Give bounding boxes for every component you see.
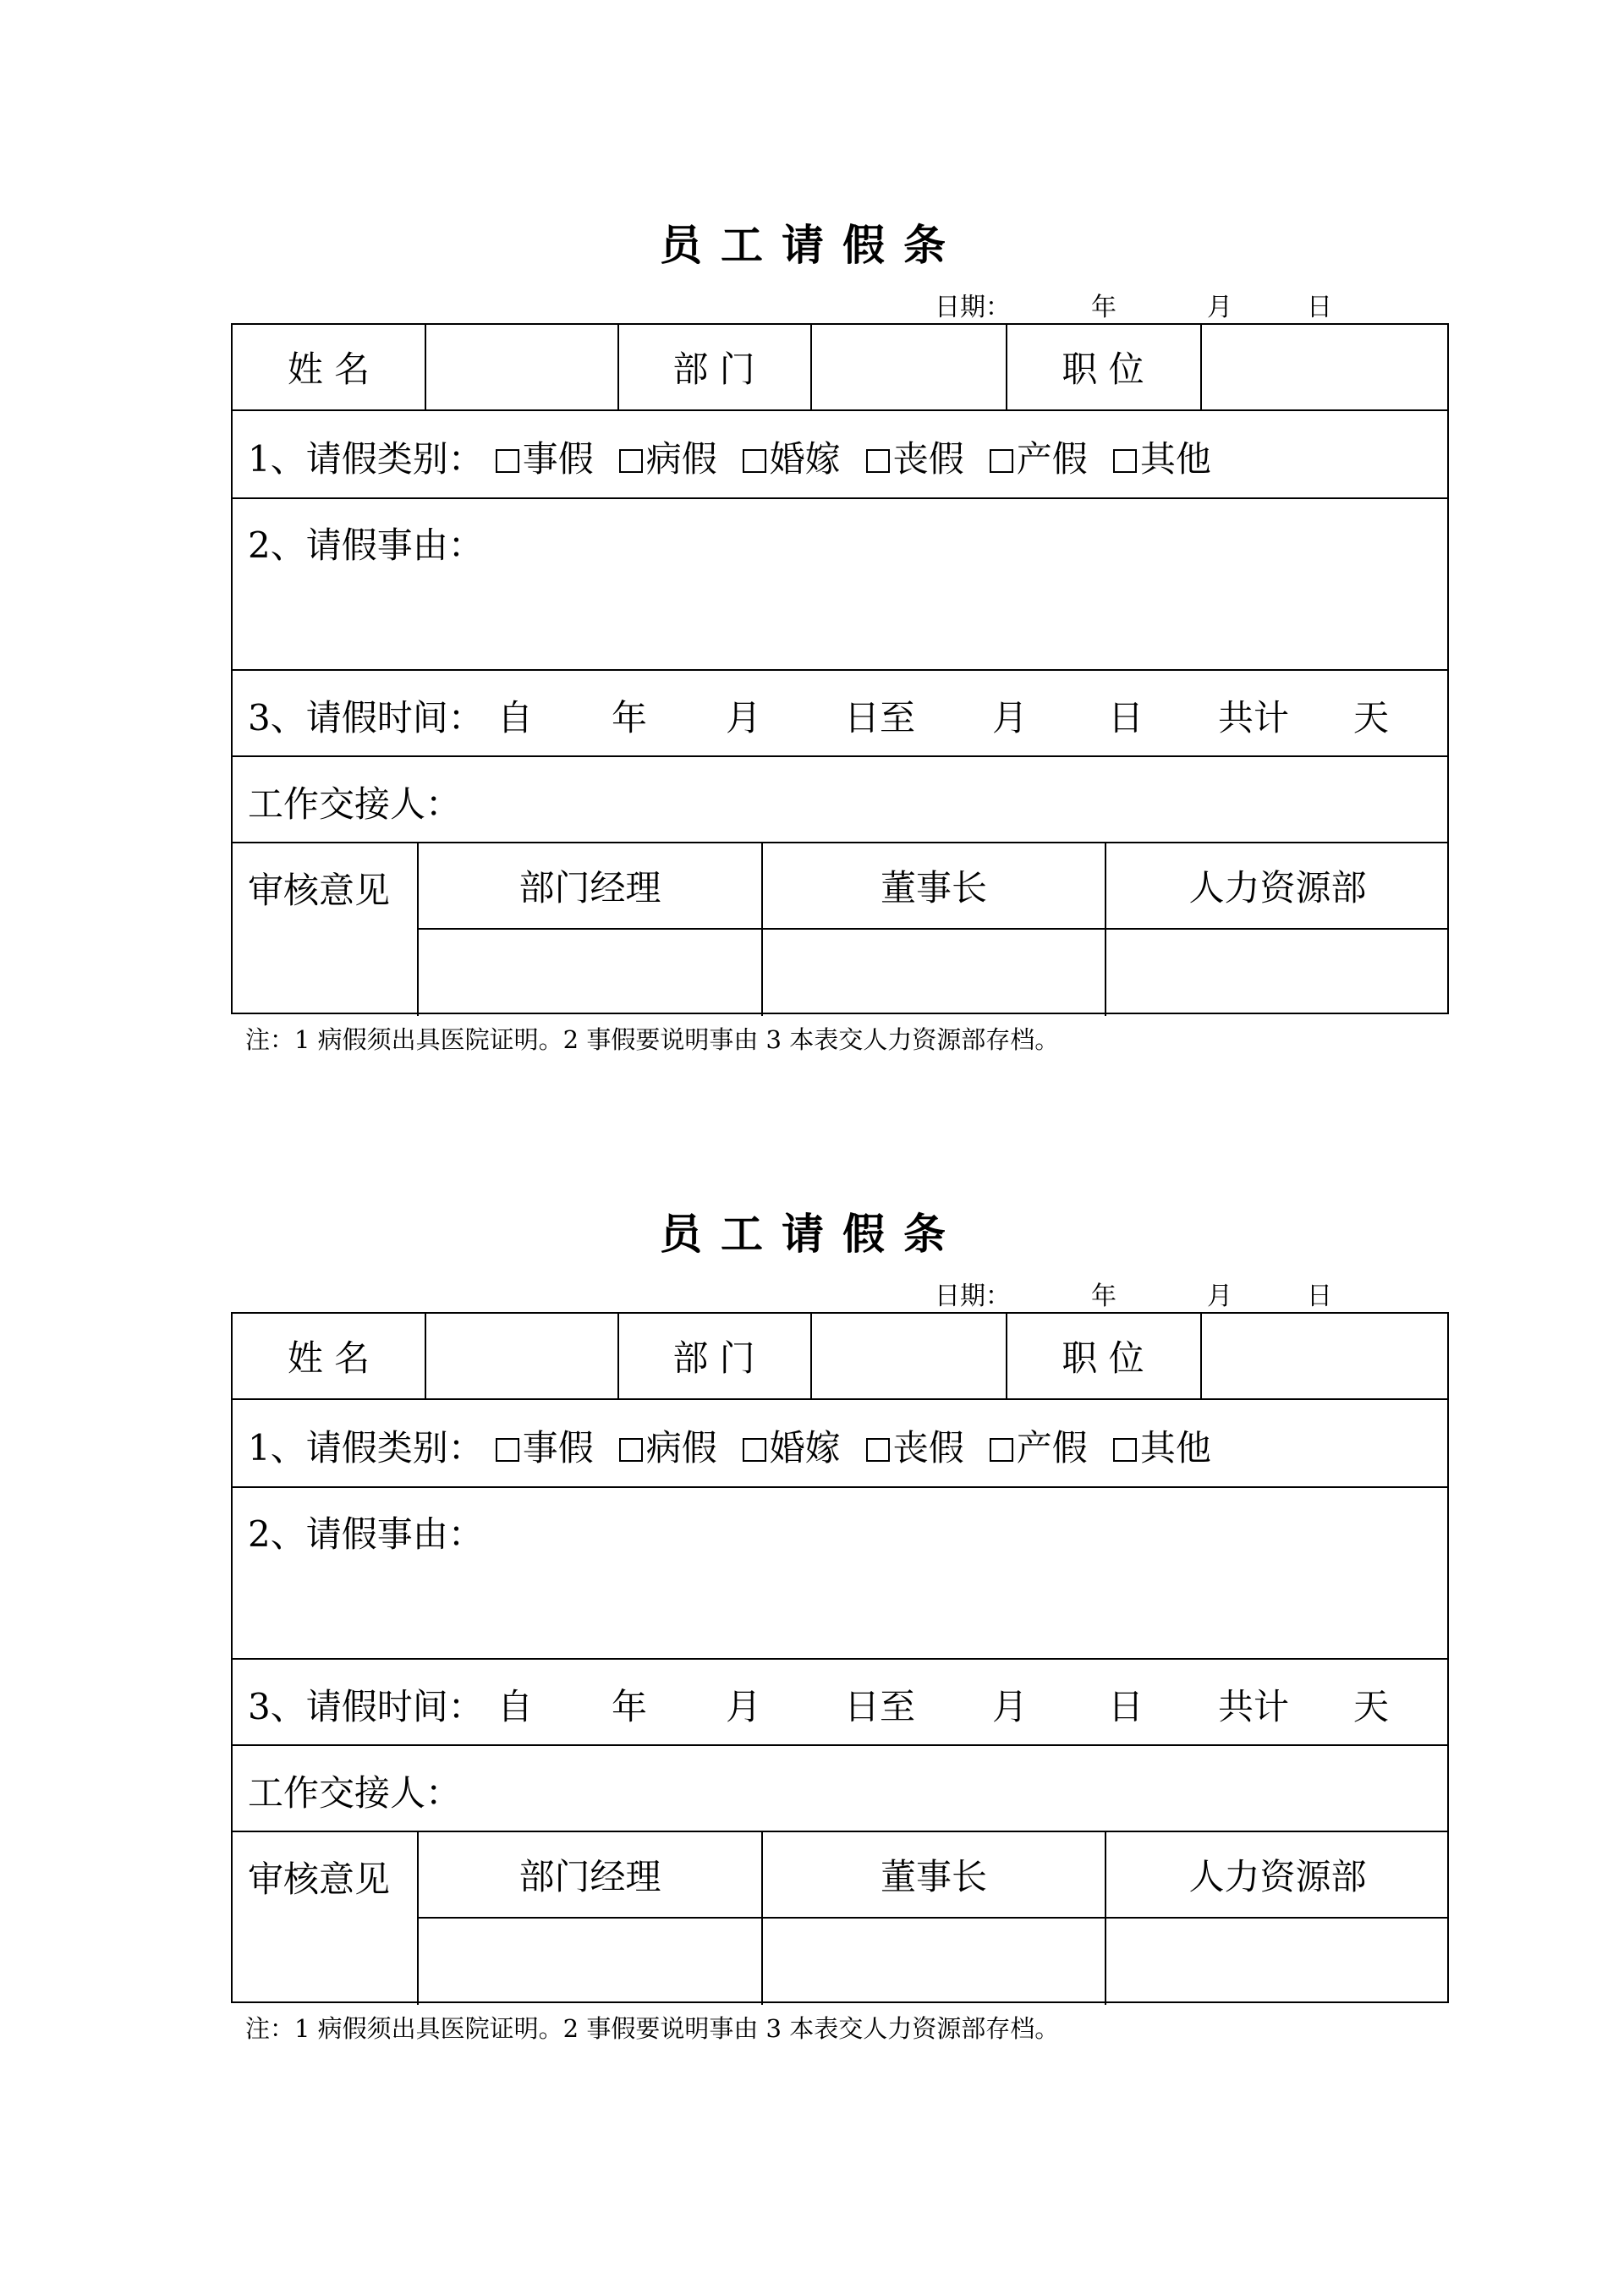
time-from: 自	[497, 697, 534, 738]
date-day: 日	[1307, 1282, 1332, 1311]
option-label: 产假	[1016, 438, 1088, 480]
leave-type-row	[248, 431, 1211, 482]
position-input[interactable]	[1202, 1314, 1447, 1398]
time-day-to: 日至	[844, 697, 916, 738]
reason-label: 2、请假事由：	[248, 1513, 484, 1555]
checkbox-shijia[interactable]	[496, 1438, 519, 1462]
leave-type-label: 1、请假类别：	[248, 438, 484, 480]
time-total: 共计	[1218, 697, 1290, 738]
approval-col-hr: 人力资源部	[1188, 867, 1367, 909]
dept-label: 部 门	[672, 1337, 755, 1379]
option-label: 病假	[645, 1427, 717, 1469]
option-label: 婚嫁	[769, 438, 841, 480]
date-year: 年	[1091, 293, 1116, 322]
time-month2: 月	[992, 697, 1029, 738]
dept-label: 部 门	[672, 349, 755, 390]
date-month: 月	[1207, 293, 1232, 322]
date-day: 日	[1307, 293, 1332, 322]
time-month2: 月	[992, 1686, 1029, 1727]
form-title: 员工请假条	[660, 220, 964, 270]
date-year: 年	[1091, 1282, 1116, 1311]
option-label: 产假	[1016, 1427, 1088, 1469]
handover-label: 工作交接人：	[248, 1772, 462, 1814]
checkbox-qita[interactable]	[1113, 449, 1137, 473]
option-label: 病假	[645, 438, 717, 480]
form-title: 员工请假条	[660, 1209, 964, 1259]
reason-label: 2、请假事由：	[248, 524, 484, 566]
option-label: 其他	[1139, 1427, 1211, 1469]
checkbox-hunjia[interactable]	[743, 1438, 766, 1462]
name-input[interactable]	[426, 325, 617, 409]
approval-col-hr: 人力资源部	[1188, 1856, 1367, 1897]
time-total: 共计	[1218, 1686, 1290, 1727]
leave-type-label: 1、请假类别：	[248, 1427, 484, 1469]
chairman-sign[interactable]	[763, 1919, 1105, 2003]
time-label: 3、请假时间：	[248, 697, 484, 738]
approval-label: 审核意见	[248, 870, 391, 911]
time-month: 月	[726, 697, 762, 738]
checkbox-sangjia[interactable]	[866, 449, 890, 473]
name-label: 姓 名	[287, 1337, 370, 1379]
time-month: 月	[726, 1686, 762, 1727]
time-day2: 日	[1108, 1686, 1144, 1727]
name-label: 姓 名	[287, 349, 370, 390]
leave-table	[231, 1312, 1449, 2003]
option-label: 其他	[1139, 438, 1211, 480]
option-label: 事假	[522, 438, 594, 480]
leave-form	[0, 0, 1624, 1054]
leave-table	[231, 323, 1449, 1014]
option-label: 丧假	[892, 1427, 964, 1469]
date-month: 月	[1207, 1282, 1232, 1311]
approval-col-dept-manager: 部门经理	[518, 867, 661, 909]
checkbox-qita[interactable]	[1113, 1438, 1137, 1462]
date-label: 日期：	[935, 1282, 1011, 1311]
form-note: 注：1 病假须出具医院证明。2 事假要说明事由 3 本表交人力资源部存档。	[245, 2014, 1060, 2043]
time-day-to: 日至	[844, 1686, 916, 1727]
checkbox-bingjia[interactable]	[619, 1438, 643, 1462]
checkbox-bingjia[interactable]	[619, 449, 643, 473]
checkbox-shijia[interactable]	[496, 449, 519, 473]
approval-col-dept-manager: 部门经理	[518, 1856, 661, 1897]
time-label: 3、请假时间：	[248, 1686, 484, 1727]
checkbox-chanjia[interactable]	[990, 449, 1013, 473]
approval-label: 审核意见	[248, 1859, 391, 1900]
leave-form	[0, 989, 1624, 2043]
option-label: 婚嫁	[769, 1427, 841, 1469]
dept-input[interactable]	[812, 325, 1006, 409]
time-from: 自	[497, 1686, 534, 1727]
time-year: 年	[612, 697, 648, 738]
approval-col-chairman: 董事长	[880, 1856, 987, 1897]
position-input[interactable]	[1202, 325, 1447, 409]
time-year: 年	[612, 1686, 648, 1727]
leave-type-row	[248, 1420, 1211, 1471]
date-label: 日期：	[935, 293, 1011, 322]
form-note: 注：1 病假须出具医院证明。2 事假要说明事由 3 本表交人力资源部存档。	[245, 1025, 1060, 1054]
checkbox-chanjia[interactable]	[990, 1438, 1013, 1462]
time-days: 天	[1353, 1686, 1390, 1727]
position-label: 职 位	[1062, 1337, 1144, 1379]
name-input[interactable]	[426, 1314, 617, 1398]
option-label: 事假	[522, 1427, 594, 1469]
hr-sign[interactable]	[1106, 1919, 1449, 2003]
time-days: 天	[1353, 697, 1390, 738]
option-label: 丧假	[892, 438, 964, 480]
approval-col-chairman: 董事长	[880, 867, 987, 909]
position-label: 职 位	[1062, 349, 1144, 390]
checkbox-sangjia[interactable]	[866, 1438, 890, 1462]
time-day2: 日	[1108, 697, 1144, 738]
dept-manager-sign[interactable]	[419, 1919, 761, 2003]
handover-label: 工作交接人：	[248, 783, 462, 825]
dept-input[interactable]	[812, 1314, 1006, 1398]
checkbox-hunjia[interactable]	[743, 449, 766, 473]
